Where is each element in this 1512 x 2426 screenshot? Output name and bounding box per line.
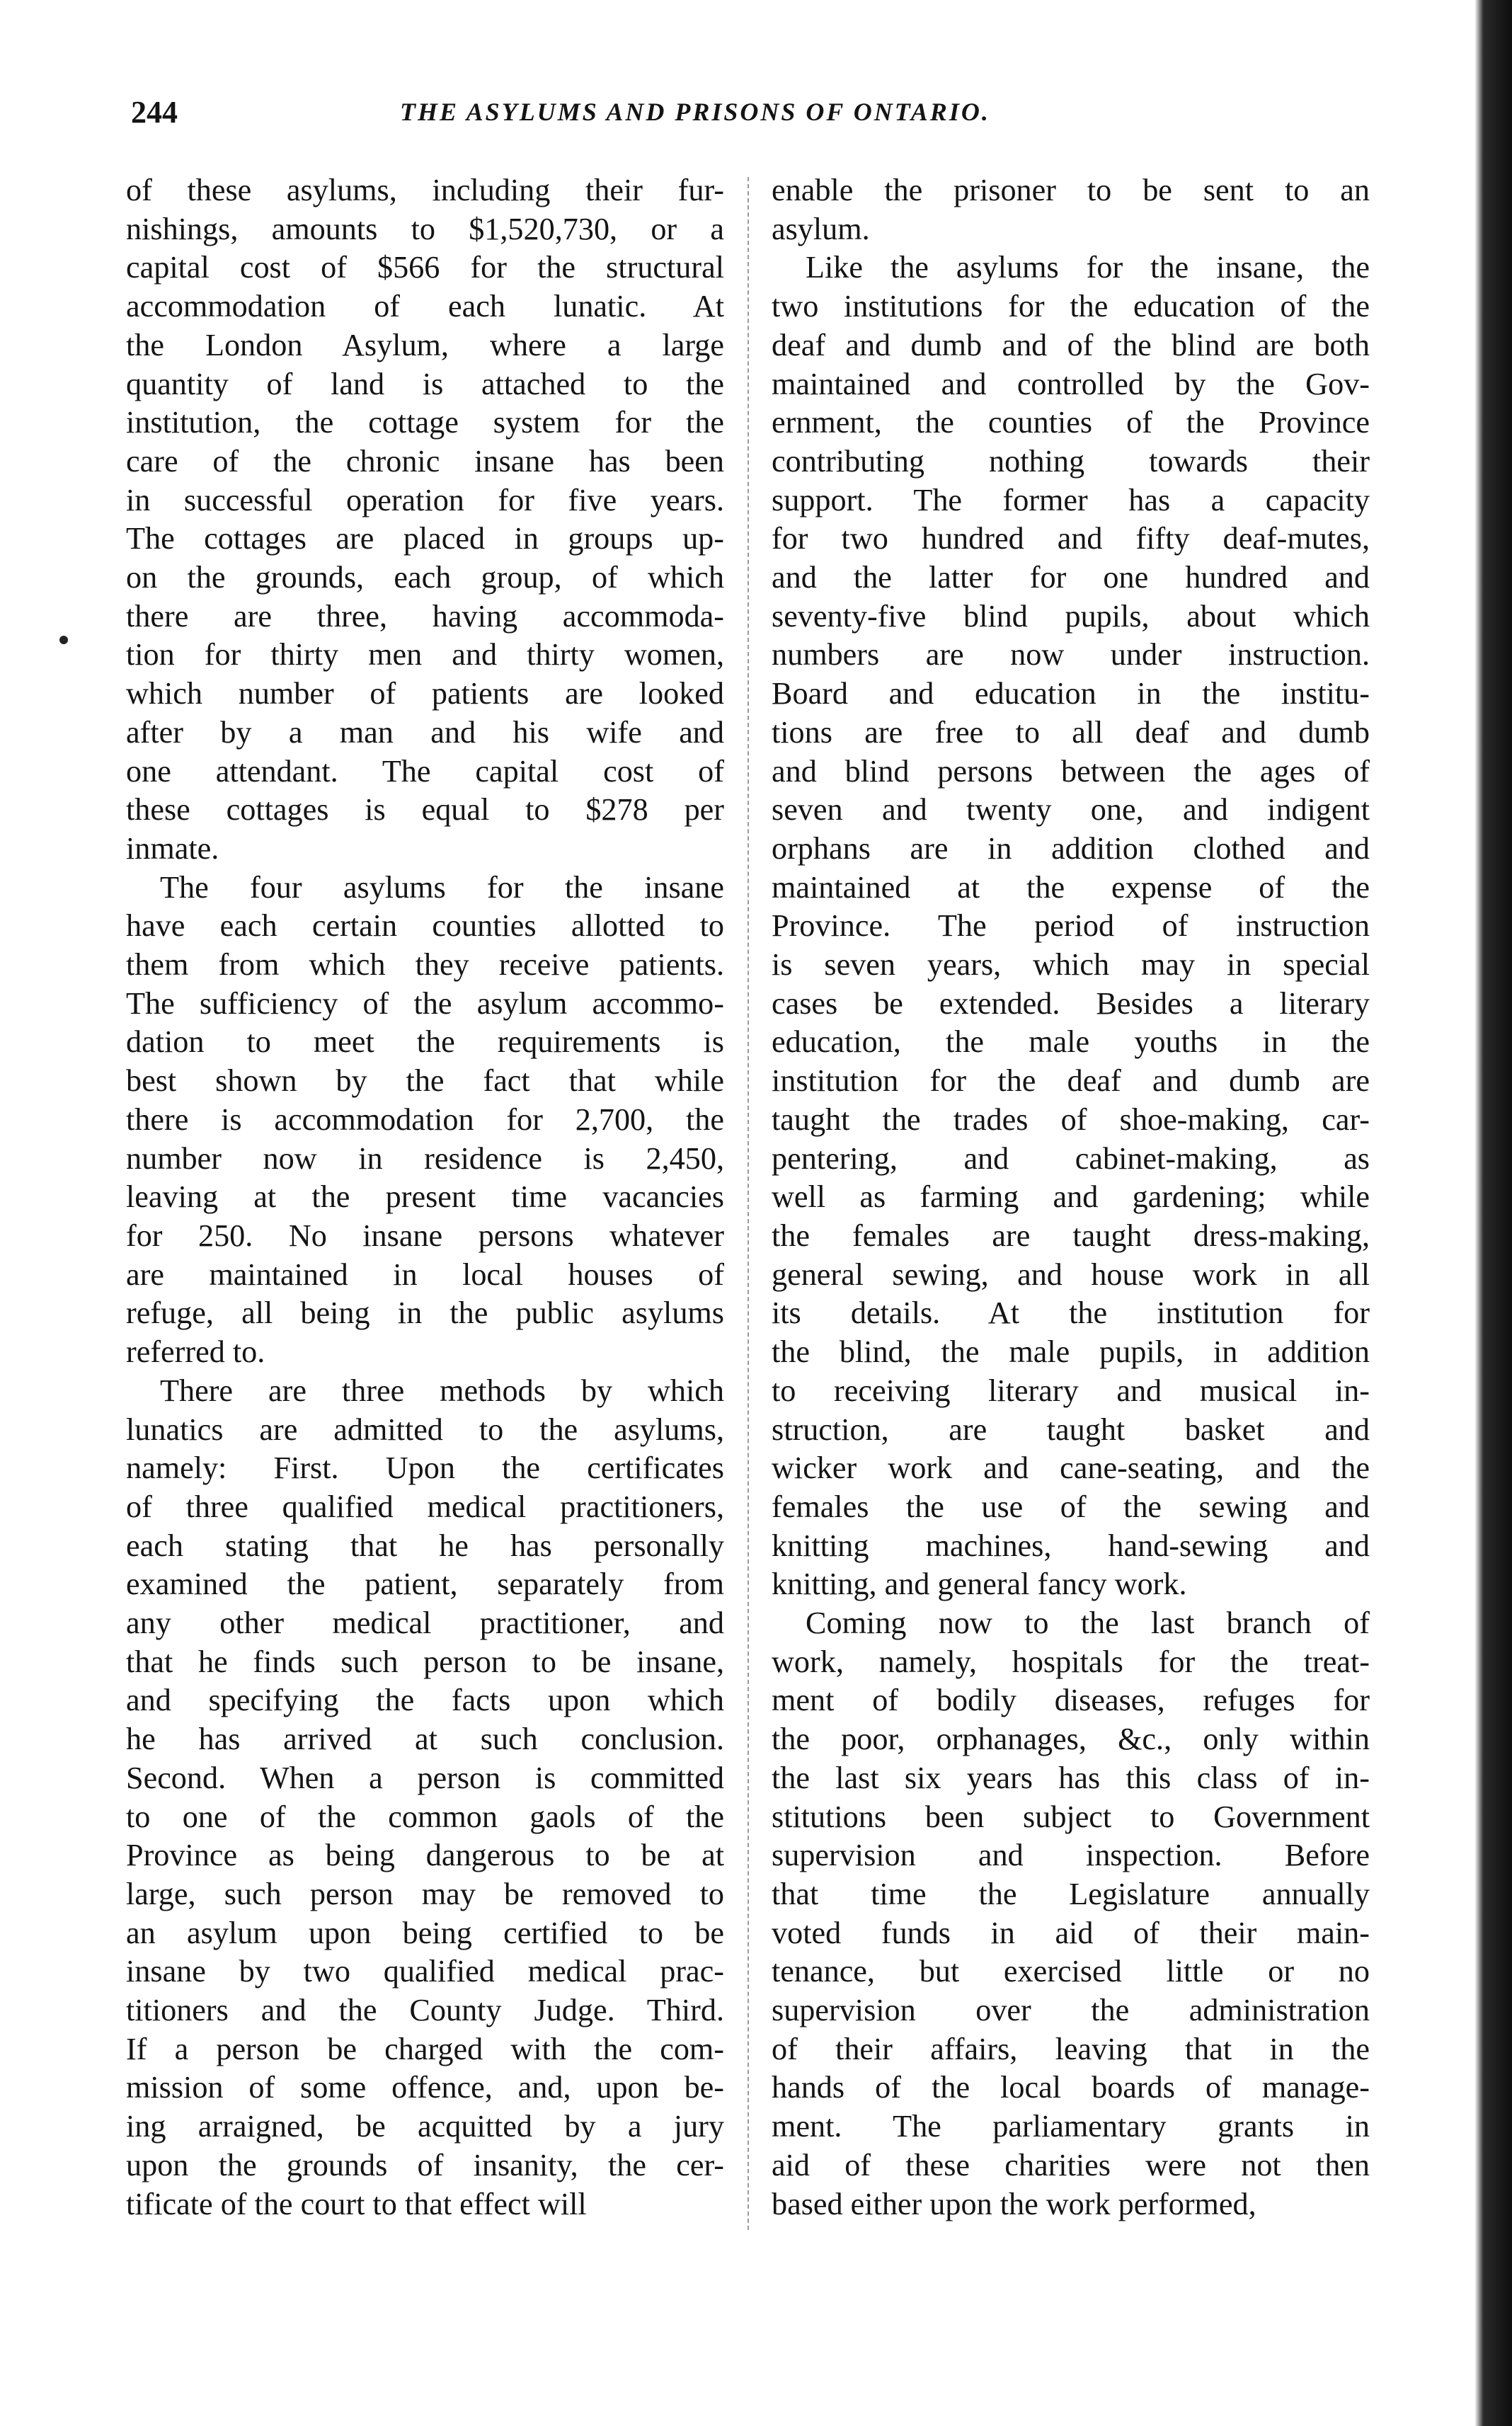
text-line: to receiving literary and musical in-: [772, 1373, 1370, 1408]
text-line: taught the trades of shoe-making, car-: [772, 1102, 1370, 1137]
text-line: institution for the deaf and dumb are: [772, 1063, 1370, 1099]
text-line: is seven years, which may in special: [772, 947, 1370, 983]
text-line: the last six years has this class of in-: [772, 1760, 1370, 1795]
text-line: struction, are taught basket and: [772, 1412, 1370, 1447]
text-line: Board and education in the institu-: [772, 676, 1370, 711]
paragraph: [772, 248, 1370, 1604]
text-line: ernment, the counties of the Province: [772, 405, 1370, 440]
text-line: the females are taught dress-making,: [772, 1218, 1370, 1253]
running-title: THE ASYLUMS AND PRISONS OF ONTARIO.: [400, 98, 990, 126]
text-line: pentering, and cabinet-making, as: [772, 1140, 1370, 1176]
text-line: ment of bodily diseases, refuges for: [772, 1683, 1370, 1718]
paragraph: [126, 1372, 724, 2224]
text-line: on the grounds, each group, of which: [126, 560, 724, 595]
text-line: Second. When a person is committed: [126, 1760, 724, 1795]
text-line: and specifying the facts upon which: [126, 1683, 724, 1718]
text-line: and the latter for one hundred and: [772, 560, 1370, 595]
text-line: institution, the cottage system for the: [126, 405, 724, 440]
text-line: there are three, having accommoda-: [126, 598, 724, 634]
text-line: in successful operation for five years.: [126, 482, 724, 517]
text-line: based either upon the work performed,: [772, 2186, 1256, 2221]
text-line: its details. At the institution for: [772, 1295, 1370, 1331]
text-line: tificate of the court to that effect will: [126, 2186, 587, 2221]
text-line: wicker work and cane-seating, and the: [772, 1451, 1370, 1486]
page-number: 244: [131, 95, 178, 130]
text-line: leaving at the present time vacancies: [126, 1179, 724, 1215]
text-line: the blind, the male pupils, in addition: [772, 1334, 1370, 1370]
text-line: support. The former has a capacity: [772, 482, 1370, 517]
text-line: insane by two qualified medical prac-: [126, 1954, 724, 1989]
text-line: supervision and inspection. Before: [772, 1838, 1370, 1873]
text-line: examined the patient, separately from: [126, 1567, 724, 1602]
text-line: females the use of the sewing and: [772, 1489, 1370, 1524]
text-line: seventy-five blind pupils, about which: [772, 598, 1370, 634]
text-line: have each certain counties allotted to: [126, 908, 724, 944]
text-line: titioners and the County Judge. Third.: [126, 1993, 724, 2028]
text-line: are maintained in local houses of: [126, 1257, 724, 1292]
text-line: for two hundred and fifty deaf-mutes,: [772, 521, 1370, 556]
text-line: to one of the common gaols of the: [126, 1799, 724, 1834]
text-line: aid of these charities were not then: [772, 2147, 1370, 2182]
text-line: supervision over the administration: [772, 1993, 1370, 2028]
text-line: maintained and controlled by the Gov-: [772, 366, 1370, 401]
text-line: upon the grounds of insanity, the cer-: [126, 2147, 724, 2182]
text-line: Province as being dangerous to be at: [126, 1838, 724, 1873]
text-line: capital cost of $566 for the structural: [126, 250, 724, 285]
text-line: inmate.: [126, 830, 219, 866]
text-line: well as farming and gardening; while: [772, 1179, 1370, 1215]
text-line: maintained at the expense of the: [772, 869, 1370, 905]
text-line: any other medical practitioner, and: [126, 1606, 724, 1641]
text-line: deaf and dumb and of the blind are both: [772, 327, 1370, 362]
text-line: cases be extended. Besides a literary: [772, 985, 1370, 1021]
text-line: voted funds in aid of their main-: [772, 1915, 1370, 1950]
text-line: for 250. No insane persons whatever: [126, 1218, 724, 1253]
text-line: two institutions for the education of the: [772, 289, 1370, 324]
paragraph: [772, 1604, 1370, 2224]
text-line: tions are free to all deaf and dumb: [772, 714, 1370, 750]
text-line: tion for thirty men and thirty women,: [126, 637, 724, 673]
text-line: that time the Legislature annually: [772, 1876, 1370, 1911]
text-line: an asylum upon being certified to be: [126, 1915, 724, 1950]
text-line: namely: First. Upon the certificates: [126, 1451, 724, 1486]
text-line: contributing nothing towards their: [772, 443, 1370, 479]
text-line: dation to meet the requirements is: [126, 1024, 724, 1060]
text-line: of these asylums, including their fur-: [126, 173, 724, 207]
text-line: hands of the local boards of manage-: [772, 2070, 1370, 2105]
text-line: stitutions been subject to Government: [772, 1799, 1370, 1834]
text-line: The cottages are placed in groups up-: [126, 521, 724, 556]
right-column: [772, 171, 1370, 2224]
text-line: he has arrived at such conclusion.: [126, 1722, 724, 1757]
text-line: care of the chronic insane has been: [126, 443, 724, 479]
text-line: each stating that he has personally: [126, 1528, 724, 1563]
text-line: the London Asylum, where a large: [126, 327, 724, 362]
text-line: There are three methods by which: [160, 1373, 724, 1408]
text-line: after by a man and his wife and: [126, 714, 724, 750]
text-line: one attendant. The capital cost of: [126, 753, 724, 789]
text-line: these cottages is equal to $278 per: [126, 792, 724, 828]
text-line: accommodation of each lunatic. At: [126, 289, 724, 324]
text-line: The sufficiency of the asylum accommo-: [126, 985, 724, 1021]
page-edge-shadow: [1444, 0, 1512, 2426]
text-line: tenance, but exercised little or no: [772, 1954, 1370, 1989]
text-line: best shown by the fact that while: [126, 1063, 724, 1099]
text-line: If a person be charged with the com-: [126, 2031, 724, 2066]
text-line: Like the asylums for the insane, the: [806, 250, 1370, 285]
text-line: asylum.: [772, 211, 870, 246]
paragraph: [772, 171, 1370, 248]
margin-mark: [59, 636, 68, 644]
page-header: [131, 94, 1356, 137]
text-line: seven and twenty one, and indigent: [772, 792, 1370, 828]
text-line: education, the male youths in the: [772, 1024, 1370, 1060]
text-line: quantity of land is attached to the: [126, 366, 724, 401]
paragraph: [126, 869, 724, 1372]
text-line: work, namely, hospitals for the treat-: [772, 1644, 1370, 1679]
text-line: nishings, amounts to $1,520,730, or a: [126, 211, 724, 246]
text-line: enable the prisoner to be sent to an: [772, 173, 1370, 207]
text-line: orphans are in addition clothed and: [772, 830, 1370, 866]
text-line: knitting, and general fancy work.: [772, 1567, 1187, 1602]
text-line: Province. The period of instruction: [772, 908, 1370, 944]
column-divider: [748, 177, 749, 2230]
text-line: The four asylums for the insane: [160, 869, 724, 905]
text-line: there is accommodation for 2,700, the: [126, 1102, 724, 1137]
left-column: [126, 171, 724, 2224]
text-line: ment. The parliamentary grants in: [772, 2109, 1370, 2144]
text-line: that he finds such person to be insane,: [126, 1644, 724, 1679]
text-line: general sewing, and house work in all: [772, 1257, 1370, 1292]
text-line: mission of some offence, and, upon be-: [126, 2070, 724, 2105]
text-line: refuge, all being in the public asylums: [126, 1295, 724, 1331]
text-line: referred to.: [126, 1334, 265, 1370]
text-line: of three qualified medical practitioners,: [126, 1489, 724, 1524]
text-line: numbers are now under instruction.: [772, 637, 1370, 673]
text-line: and blind persons between the ages of: [772, 753, 1370, 789]
text-line: the poor, orphanages, &c., only within: [772, 1722, 1370, 1757]
text-line: them from which they receive patients.: [126, 947, 724, 983]
text-line: lunatics are admitted to the asylums,: [126, 1412, 724, 1447]
paragraph: [126, 171, 724, 869]
text-line: Coming now to the last branch of: [806, 1606, 1370, 1641]
text-line: number now in residence is 2,450,: [126, 1140, 724, 1176]
text-line: large, such person may be removed to: [126, 1876, 724, 1911]
text-line: which number of patients are looked: [126, 676, 724, 711]
text-line: knitting machines, hand-sewing and: [772, 1528, 1370, 1563]
text-line: ing arraigned, be acquitted by a jury: [126, 2109, 724, 2144]
text-line: of their affairs, leaving that in the: [772, 2031, 1370, 2066]
